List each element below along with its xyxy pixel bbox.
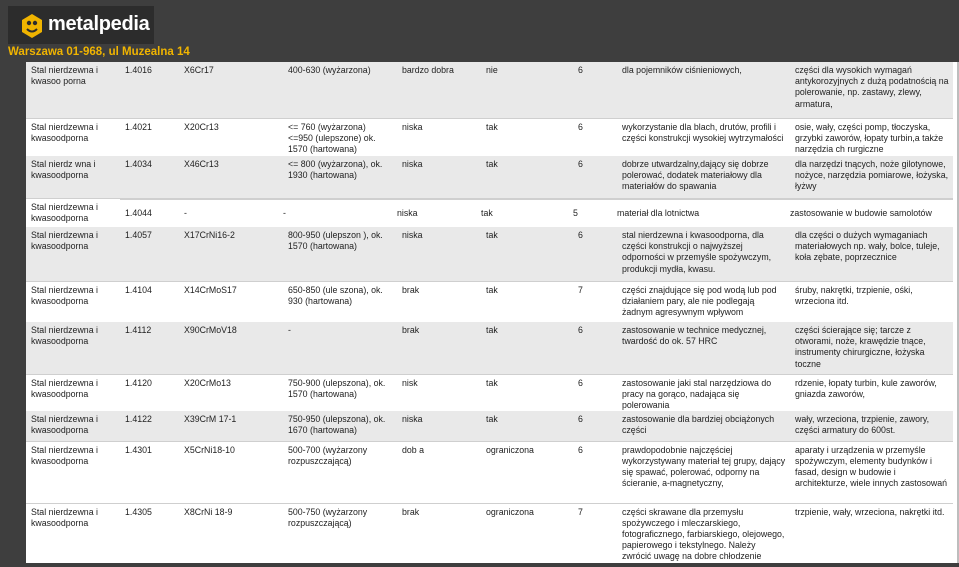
site-header — [0, 0, 959, 62]
table-row — [26, 62, 953, 118]
cell-material-number: 1.4034 — [120, 156, 179, 198]
cell-magnetic: tak — [481, 374, 573, 411]
brand-logo[interactable] — [8, 6, 154, 44]
cell-steel-type: Stal nierdzewna i kwasoodporna — [26, 198, 120, 227]
cell-weldability: niska — [397, 411, 481, 441]
cell-material-number: 1.4104 — [120, 281, 179, 322]
cell-grade-symbol: X14CrMoS17 — [179, 281, 283, 322]
cell-shifted-group — [120, 198, 953, 227]
table-row — [26, 503, 953, 567]
table-row — [26, 322, 953, 374]
cell-class: 6 — [573, 156, 617, 198]
cell-class: 6 — [573, 322, 617, 374]
cell-strength: - — [283, 322, 397, 374]
cell-steel-type: Stal nierdzewna i kwasoodporna — [26, 374, 120, 411]
cell-class: 6 — [573, 411, 617, 441]
table-row — [26, 281, 953, 322]
cell-magnetic: ograniczona — [481, 441, 573, 503]
cell-applications: rdzenie, łopaty turbin, kule zaworów, gniazda zaworów, — [790, 374, 953, 411]
cell-magnetic: tak — [481, 281, 573, 322]
company-address: Warszawa 01-968, ul Muzealna 14 — [8, 46, 190, 58]
cell-steel-type: Stal nierdzewna i kwasoodporna — [26, 322, 120, 374]
cell-applications: części dla wysokich wymagań antykorozyjnych z dużą podatnością na polerowanie, np. zastawy, zlewy, armatura, — [790, 62, 953, 118]
table-row — [26, 227, 953, 281]
cell-material-number: 1.4301 — [120, 441, 179, 503]
table-row — [26, 411, 953, 441]
cell-properties: części skrawane dla przemysłu spożywczego i mleczarskiego, fotograficznego, farbiarskiego, olejowego, papierowego i tekstylnego. Należy zwrócić uwagę na dobre chłodzenie — [617, 503, 790, 567]
cell-weldability: bardzo dobra — [397, 62, 481, 118]
table-row — [26, 118, 953, 156]
logo-mark-icon — [20, 13, 44, 44]
cell-properties: zastosowanie dla bardziej obciążonych części — [617, 411, 790, 441]
cell-grade-symbol: X17CrNi16-2 — [179, 227, 283, 281]
cell-magnetic: tak — [481, 199, 573, 219]
cell-magnetic: tak — [481, 156, 573, 198]
cell-grade-symbol: X6Cr17 — [179, 62, 283, 118]
cell-strength: 750-900 (ulepszona), ok. 1570 (hartowana) — [283, 374, 397, 411]
cell-material-number: 1.4044 — [120, 199, 179, 219]
cell-steel-type: Stal nierdzewna i kwasoodporna — [26, 118, 120, 156]
cell-weldability: brak — [397, 503, 481, 567]
cell-magnetic: tak — [481, 322, 573, 374]
cell-class: 6 — [573, 227, 617, 281]
cell-properties: dla pojemników ciśnieniowych, — [617, 62, 790, 118]
cell-weldability: brak — [397, 322, 481, 374]
cell-class: 6 — [573, 441, 617, 503]
cell-applications: zastosowanie w budowie samolotów — [790, 199, 953, 219]
cell-applications: aparaty i urządzenia w przemyśle spożywczym, elementy budynków i fasad, design w budowie i architekturze, wiele innych zastosowań — [790, 441, 953, 503]
brand-name: metalpedia — [48, 13, 150, 35]
cell-weldability: niska — [397, 227, 481, 281]
cell-strength: 750-950 (ulepszona), ok. 1670 (hartowana) — [283, 411, 397, 441]
cell-class: 6 — [573, 62, 617, 118]
cell-weldability: niska — [397, 199, 481, 219]
cell-magnetic: nie — [481, 62, 573, 118]
cell-grade-symbol: X39CrM 17-1 — [179, 411, 283, 441]
cell-steel-type: Stal nierdzewna i kwasoodporna — [26, 411, 120, 441]
cell-material-number: 1.4016 — [120, 62, 179, 118]
cell-strength: 400-630 (wyżarzona) — [283, 62, 397, 118]
cell-weldability: nisk — [397, 374, 481, 411]
cell-grade-symbol: X8CrNi 18-9 — [179, 503, 283, 567]
cell-properties: prawdopodobnie najczęściej wykorzystywany materiał tej grupy, dający się spawać, polerować, odporny na ścieranie, a-magnetyczny, — [617, 441, 790, 503]
cell-grade-symbol: - — [179, 199, 283, 219]
cell-properties: stal nierdzewna i kwasoodporna, dla części konstrukcji o najwyższej odporności w przemyśle spożywczym, produkcji mydła, kwasu. — [617, 227, 790, 281]
cell-class: 7 — [573, 281, 617, 322]
cell-grade-symbol: X5CrNi18-10 — [179, 441, 283, 503]
table-row — [26, 374, 953, 411]
cell-grade-symbol: X46Cr13 — [179, 156, 283, 198]
cell-steel-type: Stal nierdzewna i kwasoodporna — [26, 441, 120, 503]
cell-material-number: 1.4120 — [120, 374, 179, 411]
cell-applications: wały, wrzeciona, trzpienie, zawory, części armatury do 600st. — [790, 411, 953, 441]
steel-table-sheet — [26, 62, 959, 563]
cell-properties: zastosowanie w technice medycznej, twardość do ok. 57 HRC — [617, 322, 790, 374]
cell-material-number: 1.4057 — [120, 227, 179, 281]
cell-magnetic: tak — [481, 227, 573, 281]
cell-magnetic: tak — [481, 118, 573, 156]
cell-class: 6 — [573, 118, 617, 156]
cell-class: 7 — [573, 503, 617, 567]
cell-strength: 650-850 (ule szona), ok. 930 (hartowana) — [283, 281, 397, 322]
cell-strength: - — [283, 199, 397, 219]
cell-strength: 800-950 (ulepszon ), ok. 1570 (hartowana) — [283, 227, 397, 281]
cell-steel-type: Stal nierdz wna i kwasoodporna — [26, 156, 120, 198]
cell-applications: osie, wały, części pomp, tłoczyska, grzybki zaworów, łopaty turbin,a także narzędzia ch rurgiczne — [790, 118, 953, 156]
cell-steel-type: Stal nierdzewna i kwasoodporna — [26, 281, 120, 322]
cell-weldability: niska — [397, 156, 481, 198]
cell-applications: dla części o dużych wymaganiach materiałowych np. wały, bolce, tuleje, koła zębate, poprzecznice — [790, 227, 953, 281]
cell-strength: <= 760 (wyżarzona) <=950 (ulepszone) ok. 1570 (hartowana) — [283, 118, 397, 156]
cell-material-number: 1.4021 — [120, 118, 179, 156]
cell-material-number: 1.4122 — [120, 411, 179, 441]
cell-weldability: brak — [397, 281, 481, 322]
cell-magnetic: tak — [481, 411, 573, 441]
cell-applications: trzpienie, wały, wrzeciona, nakrętki itd. — [790, 503, 953, 567]
cell-steel-type: Stal nierdzewna i kwasoodporna — [26, 227, 120, 281]
cell-material-number: 1.4112 — [120, 322, 179, 374]
cell-grade-symbol: X90CrMoV18 — [179, 322, 283, 374]
table-row — [26, 441, 953, 503]
cell-class: 5 — [573, 199, 617, 219]
cell-class: 6 — [573, 374, 617, 411]
table-row — [26, 156, 953, 198]
cell-properties: zastosowanie jaki stal narzędziowa do pracy na gorąco, nadająca się polerowania — [617, 374, 790, 411]
cell-properties: wykorzystanie dla blach, drutów, profili i części konstrukcji wysokiej wytrzymałości — [617, 118, 790, 156]
cell-steel-type: Stal nierdzewna i kwasoodporna — [26, 503, 120, 567]
cell-material-number: 1.4305 — [120, 503, 179, 567]
cell-strength: <= 800 (wyżarzona), ok. 1930 (hartowana) — [283, 156, 397, 198]
cell-steel-type: Stal nierdzewna i kwasoo porna — [26, 62, 120, 118]
cell-weldability: dob a — [397, 441, 481, 503]
cell-grade-symbol: X20CrMo13 — [179, 374, 283, 411]
cell-strength: 500-700 (wyżarzony rozpuszczającą) — [283, 441, 397, 503]
cell-strength: 500-750 (wyżarzony rozpuszczającą) — [283, 503, 397, 567]
cell-properties: dobrze utwardzalny,dający się dobrze polerować, dodatek materiałowy dla materiałów do spawania — [617, 156, 790, 198]
steel-grades-table — [26, 62, 953, 567]
cell-properties: materiał dla lotnictwa — [617, 199, 790, 219]
table-row — [26, 198, 953, 227]
cell-properties: części znajdujące się pod wodą lub pod działaniem pary, ale nie podlegają żadnym agresywnym wpływom — [617, 281, 790, 322]
cell-applications: dla narzędzi tnących, noże gilotynowe, nożyce, narzędzia pomiarowe, łożyska, łyżwy — [790, 156, 953, 198]
cell-weldability: niska — [397, 118, 481, 156]
cell-magnetic: ograniczona — [481, 503, 573, 567]
cell-applications: części ścierające się; tarcze z otworami, noże, krawędzie tnące, instrumenty chirurgiczne, łożyska toczne — [790, 322, 953, 374]
cell-applications: śruby, nakrętki, trzpienie, ośki, wrzeciona itd. — [790, 281, 953, 322]
cell-grade-symbol: X20Cr13 — [179, 118, 283, 156]
